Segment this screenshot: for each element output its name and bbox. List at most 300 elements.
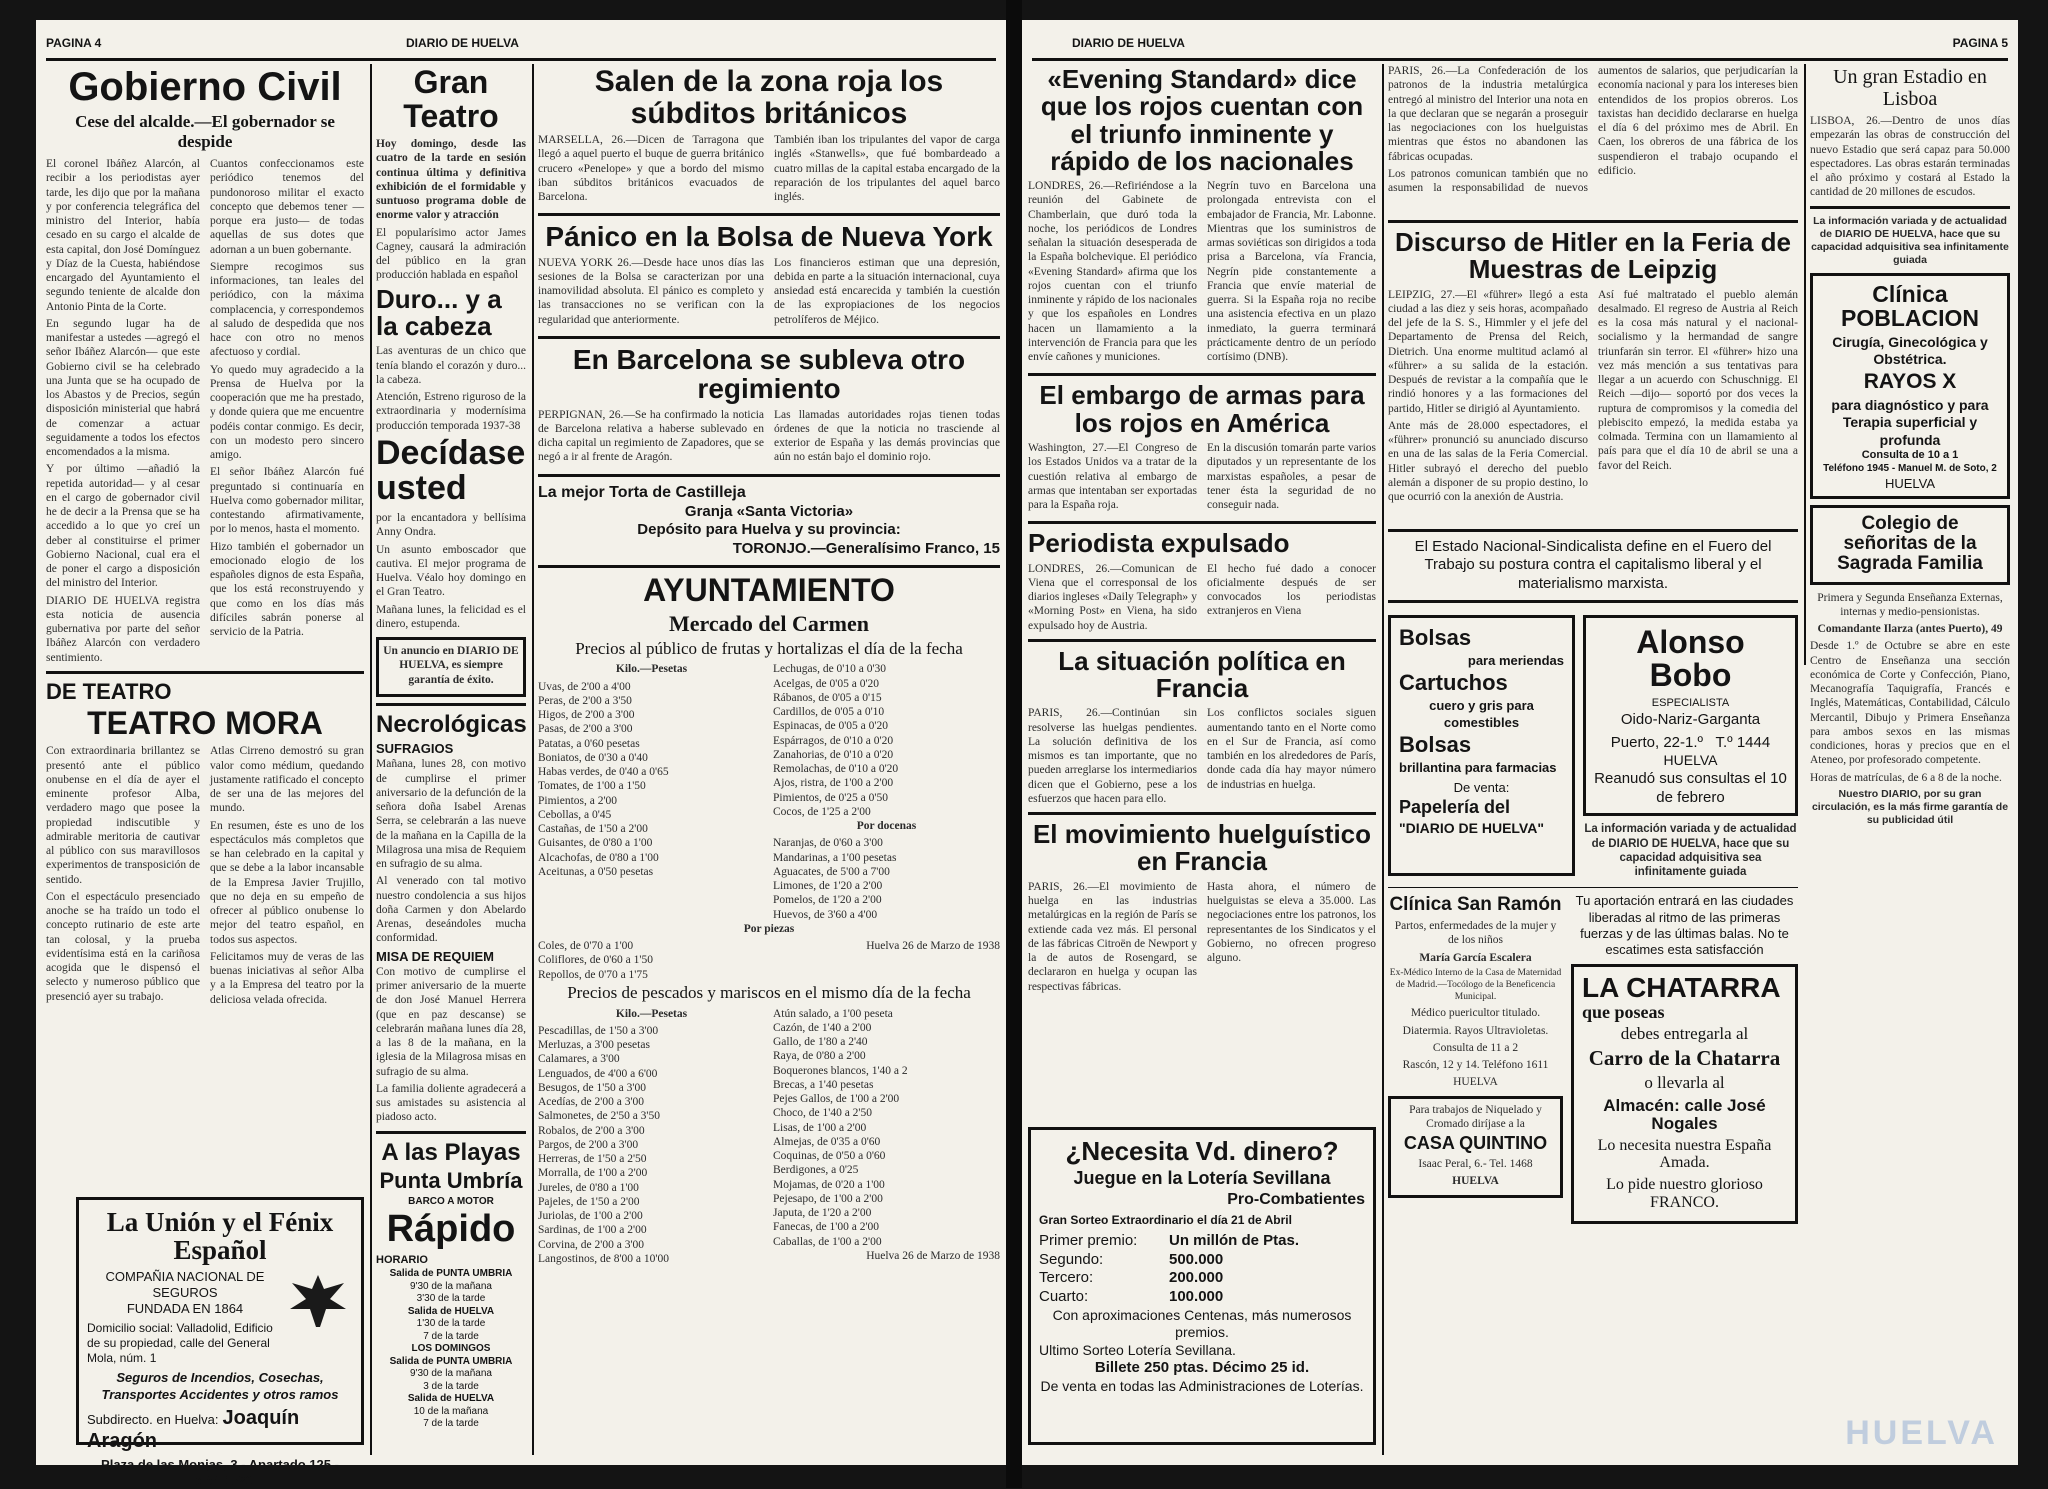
- paragraph: Las aventuras de un chico que tenía blando el corazón y duro... la cabeza.: [376, 345, 526, 386]
- ad-line: T.º 1444: [1715, 733, 1771, 751]
- page-header-right: [1032, 28, 2008, 61]
- price-row: Habas verdes, de 0'40 a 0'65: [538, 766, 669, 779]
- ad-line: Carro de la Chatarra: [1588, 1046, 1781, 1071]
- column-news-right: [1028, 64, 1376, 1457]
- schedule: 7 de la tarde: [423, 1330, 479, 1342]
- price-row: Berdigones, a 0'25: [773, 1164, 859, 1177]
- ad-line: HUELVA: [1663, 752, 1718, 769]
- ad-line: Isaac Peral, 6.- Tel. 1468: [1418, 1157, 1533, 1170]
- torta-line: Depósito para Huelva y su provincia:: [637, 521, 901, 539]
- ad-subdirector: Joaquín Aragón: [87, 1406, 300, 1452]
- ad-line: Cirugía, Ginecológica y Obstétrica.: [1832, 333, 1988, 368]
- price-row: Alcachofas, de 0'80 a 1'00: [538, 851, 659, 864]
- section-misa: MISA DE REQUIEM: [376, 948, 494, 964]
- headline-teatro-mora: TEATRO MORA: [87, 704, 323, 741]
- price-row: Limones, de 1'20 a 2'00: [773, 880, 883, 893]
- phoenix-eagle-icon: [283, 1269, 353, 1367]
- paragraph: LONDRES, 26.—Comunican de Viena que el corresponsal de los diarios ingleses «Daily Telegraph» y «Morning Post» en Viena, ha sido expulsado hoy de Austria.: [1028, 562, 1197, 632]
- paragraph: PERPIGNAN, 26.—Se ha confirmado la noticia de Barcelona relativa a haberse sublevado en dicha capital un regimiento de Zapadores, que se negó a ir al frente de Aragón.: [538, 408, 764, 464]
- ad-alonso-bobo: [1583, 615, 1798, 816]
- paragraph: LEIPZIG, 27.—El «führer» llegó a esta ciudad a las diez y seis horas, acompañado del jefe de la S. S., Himmler y el jefe del Departamento de Prensa del Reich, Dietrich. Una enorme multitud aclamó al «führer» a su salida de la estación. Después de revistar a la compañía que le rindió honores y a las formaciones del partido, Hitler se dirigió al Ayuntamiento.: [1388, 288, 1588, 415]
- prize-row: [1039, 1251, 1365, 1270]
- ad-colegio: [1810, 505, 2010, 585]
- price-table-pescados: [538, 1007, 1000, 1267]
- prize-row: [1039, 1269, 1365, 1288]
- price-row: Lisas, de 1'00 a 2'00: [773, 1121, 867, 1134]
- price-row: Aceitunas, a 0'50 pesetas: [538, 865, 654, 878]
- prize-label: Cuarto:: [1039, 1288, 1089, 1306]
- schedule: 7 de la tarde: [423, 1418, 479, 1430]
- horario: HORARIO: [376, 1254, 428, 1267]
- info-box: La información variada y de actualidad de DIARIO DE HUELVA, hace que su capacidad adquisitiva sea infinitamente guiada: [1584, 823, 1797, 879]
- divider: [1028, 639, 1376, 642]
- headline-a-las-playas: A las Playas: [381, 1138, 521, 1166]
- ad-line: Billete 250 ptas. Décimo 25 id.: [1094, 1359, 1310, 1377]
- prize-value: 200.000: [1169, 1269, 1224, 1287]
- paragraph: Yo quedo muy agradecido a la Prensa de Huelva por la cooperación que me ha prestado, y donde quiera que me encuentre podéis contar conmigo. Es decir, con un modesto pero sincero amigo.: [210, 363, 364, 461]
- prize-value: 500.000: [1169, 1250, 1224, 1268]
- ad-line: María García Escalera: [1419, 951, 1532, 964]
- ad-line: Teléfono 1945 - Manuel M. de Soto, 2: [1823, 463, 1997, 475]
- ad-address: Plaza de las Monjas, 3 - Apartado 125 - Teléf. 1520: [101, 1456, 339, 1489]
- ad-line: HUELVA: [1452, 1175, 1499, 1188]
- column-news-left: [538, 64, 1000, 1457]
- paragraph: Hoy domingo, desde las cuatro de la tarde en sesión continua última y definitiva exhibición de el formidable y suntuoso programa doble de enorme valor y atracción: [376, 138, 526, 222]
- schedule: 9'30 de la mañana: [410, 1280, 492, 1292]
- price-row: Espárragos, de 0'10 a 0'20: [773, 734, 894, 747]
- price-row: Boniatos, de 0'30 a 0'40: [538, 751, 648, 764]
- ad-line: Para trabajos de Niquelado y Cromado diríjase a la: [1409, 1103, 1542, 1130]
- column-gran-teatro: [376, 64, 526, 1457]
- headline-situacion-francia: La situación política en Francia: [1058, 645, 1346, 704]
- price-row: Pomelos, de 1'20 a 2'00: [773, 894, 882, 907]
- ad-line: Diatermia. Rayos Ultravioletas.: [1402, 1024, 1549, 1037]
- prize-value: Un millón de Ptas.: [1169, 1231, 1300, 1249]
- price-row: Patatas, a 0'60 pesetas: [538, 737, 640, 750]
- price-row: Gallo, de 1'80 a 2'40: [773, 1036, 868, 1049]
- column-rule: [1382, 64, 1384, 1455]
- price-row: Castañas, de 1'50 a 2'00: [538, 823, 648, 836]
- paragraph: Washington, 27.—El Congreso de los Estados Unidos va a tratar de la cuestión relativa al embargo de armas que intentaban ser exportadas para la España roja.: [1028, 442, 1197, 512]
- price-row: Guisantes, de 0'80 a 1'00: [538, 837, 653, 850]
- headline-embargo: El embargo de armas para los rojos en América: [1039, 380, 1365, 438]
- ad-line: HUELVA: [1884, 475, 1936, 491]
- paragraph: Con motivo de cumplirse el primer aniversario de la muerte de don José Manuel Herrera (que en paz descanse) se celebrarán mañana lunes día 28, a las 8 de la mañana, en la iglesia de la Milagrosa misas en sufragio de su alma.: [376, 965, 526, 1078]
- ad-line: Pro-Combatientes: [1227, 1191, 1365, 1209]
- divider: [538, 474, 1000, 477]
- prize-row: [1039, 1288, 1365, 1307]
- subhead-cese-alcalde: Cese del alcalde.—El gobernador se despide: [75, 112, 335, 151]
- price-row: Cardillos, de 0'05 a 0'10: [773, 706, 885, 719]
- ad-line: Cartuchos: [1399, 670, 1508, 696]
- paragraph: Hasta ahora, el número de huelguistas se eleva a 35.000. Las negociaciones entre los patronos, los representantes de los Sindicatos y el Gobierno, no ofrecen progreso alguno.: [1207, 880, 1376, 965]
- table-header: Por docenas: [856, 820, 917, 833]
- ad-diario-text: Un anuncio en DIARIO DE HUELVA, es siempre garantía de éxito.: [383, 645, 519, 686]
- headline-huelguistico: El movimiento huelguístico en Francia: [1032, 819, 1372, 877]
- divider: [1028, 521, 1376, 524]
- ad-line: debes entregarla al: [1620, 1023, 1749, 1043]
- price-list: [538, 680, 765, 880]
- feature-decidase: Decídase usted: [376, 433, 526, 508]
- divider: [1028, 373, 1376, 376]
- paragraph: NUEVA YORK 26.—Desde hace unos días las sesiones de la Bolsa se caracterizan por una inamovilidad absoluta. El pánico es completo y las transacciones no se verifican con la regularidad que anteriormente.: [538, 256, 764, 326]
- page-header-left: [46, 28, 996, 61]
- aportacion: Tu aportación entrará en las ciudades liberadas al ritmo de las primeras fuerzas y de las últimas balas. No te escatimes esta satisfacción: [1575, 893, 1794, 958]
- divider: [538, 565, 1000, 568]
- kicker-de-teatro: DE TEATRO: [46, 678, 172, 704]
- paragraph: El popularísimo actor James Cagney, causará la admiración del público en la gran producción hablada en español: [376, 226, 526, 282]
- paragraph: Negrín tuvo en Barcelona una prolongada entrevista con el embajador de Francia, Mr. Labonne. Mientras que los suministros de armas soviéticas son dirigidos a toda prisa a Barcelona, vía Francia, Negrín pide constantemente a Francia que envíe material de guerra. Si la España roja no recibe una asistencia efectiva en un plazo inmediato, la guerra terminará prácticamente dentro de un período cortísimo (DNB).: [1207, 180, 1376, 364]
- headline-lisboa: Un gran Estadio en Lisboa: [1833, 66, 1987, 110]
- paragraph: LISBOA, 26.—Dentro de unos días empezarán las obras de construcción del nuevo Estadio que será capaz para 50.000 espectadores. Las obras estarán terminadas el año próximo y costará al Estado la cantidad de 20 millones de escudos.: [1810, 115, 2010, 199]
- price-row: Caballas, de 1'00 a 2'00: [773, 1235, 882, 1248]
- ad-san-ramon-title: Clínica San Ramón: [1389, 894, 1562, 916]
- paragraph: PARIS, 26.—Continúan sin resolverse las huelgas pendientes. La solución definitiva de los mismos es tan importante, que no pueden arreglarse los intermediarios dicen que el Gobierno, pese a los esfuerzos que hacen para ello.: [1028, 707, 1197, 805]
- price-row: Langostinos, de 8'00 a 10'00: [538, 1252, 669, 1265]
- price-row: Mandarinas, a 1'00 pesetas: [773, 851, 897, 864]
- paragraph: Horas de matrículas, de 6 a 8 de la noche.: [1810, 771, 2002, 784]
- ad-title: CASA QUINTINO: [1403, 1133, 1548, 1154]
- column-rule: [1804, 64, 1806, 665]
- paragraph: PARIS, 26.—El movimiento de huelga en las industrias metalúrgicas en la región de París se extiende cada vez más. El personal de las fábricas Citroën de Newport y la de autos de Rosengard, se declararon en huelga y ocupan las respectivas fábricas.: [1028, 880, 1197, 993]
- table-header: Por piezas: [743, 922, 795, 935]
- ad-line: o llevarla al: [1644, 1073, 1725, 1093]
- ad-line: Papelería del: [1399, 797, 1511, 818]
- paragraph: Atención, Estreno riguroso de la extraordinaria y modernísima producción temporada 1937-38: [376, 391, 526, 432]
- ad-line: De venta en todas las Administraciones de Loterías.: [1040, 1378, 1364, 1395]
- price-row: Tomates, de 1'00 a 1'50: [538, 780, 646, 793]
- ad-chatarra: [1571, 964, 1798, 1224]
- price-row: Pimientos, a 2'00: [538, 794, 618, 807]
- price-row: Remolachas, de 0'10 a 0'20: [773, 763, 899, 776]
- paragraph: Así fué maltratado el pueblo alemán desalmado. El regreso de Austria al Reich es la cosa más natural y el nacional-socialismo y la hermandad de sangre triunfarán sin terror. El «führer» hizo una vez más mención a sus tentativas para llegar a un acuerdo con Schuschnigg. El Reich —dijo— soportó por dos veces la ruptura de compromisos y la comedia del plebiscito empezó, la medida estaba ya colmada. Termina con un llamamiento al país para que el día 10 de abril se una a favor del Reich.: [1598, 288, 1798, 472]
- price-row: Pescadillas, de 1'50 a 3'00: [538, 1024, 659, 1037]
- ad-union-fenix: [76, 1197, 364, 1489]
- ad-line: Lo necesita nuestra España Amada.: [1597, 1136, 1772, 1172]
- paragraph: Y por último —añadió la repetida autoridad— y al cesar en el cargo de gobernador civil he de decir a la Prensa que se ha accedido a lo que yo creí un deber al constituirse el primer Gobierno Nacional, cual era el de poner el cargo a disposición del ministro del Interior.: [46, 463, 200, 590]
- prize-label: Primer premio:: [1039, 1231, 1138, 1249]
- paragraph: Mañana, lunes 28, con motivo de cumplirse el primer aniversario de la defunción de la señora doña Isabel Arenas Serra, se celebrarán a las nueve de la mañana en la Capilla de la Milagrosa una misa de Requiem en sufragio de su alma.: [376, 758, 526, 871]
- headline-hitler: Discurso de Hitler en la Feria de Muestras de Leipzig: [1395, 227, 1791, 285]
- paragraph: Un asunto emboscador que cautiva. El mejor programa de Huelva. Véalo hoy domingo en el Gran Teatro.: [376, 543, 526, 599]
- price-list: [773, 1007, 1000, 1249]
- ad-line: Almacén: calle José Nogales: [1603, 1096, 1766, 1133]
- price-row: Coles, de 0'70 a 1'00: [538, 940, 634, 953]
- paragraph: Siempre recogimos sus informaciones, tan leales del periódico, con la máxima complacencia, y correspondemos al saludo de despedida que nos hace con otro no menos afectuoso y cordial.: [210, 260, 364, 359]
- schedule: Salida de PUNTA UMBRIA: [389, 1355, 513, 1367]
- paragraph: Con el espectáculo presenciado anoche se ha traído un todo el concepto rutinario de este arte tan colosal, y la prueba evidentísima está en la cariñosa acogida que le dispensó el selecto y numeroso público que presenció ayer su trabajo.: [46, 890, 200, 1003]
- ad-title: Clínica POBLACION: [1841, 280, 1979, 331]
- ad-line: Consulta de 10 a 1: [1861, 449, 1959, 462]
- page-number: PAGINA 4: [46, 36, 102, 50]
- price-row: Japuta, de 1'20 a 2'00: [773, 1207, 872, 1220]
- schedule: LOS DOMINGOS: [411, 1343, 491, 1355]
- page-left: [36, 20, 1006, 1489]
- ad-clinica-poblacion: [1810, 273, 2010, 499]
- page-right: [1022, 20, 2018, 1465]
- paragraph: En resumen, éste es uno de los espectáculos más completos que se han celebrado en la capital y que se debe a la labor incansable de la Empresa Javier Trujillo, que no deja en su empeño de ofrecer al público onubense lo mejor del teatro español, en todos sus aspectos.: [210, 819, 364, 946]
- price-row: Pimientos, de 0'25 a 0'50: [773, 791, 888, 804]
- paragraph: El señor Ibáñez Alarcón fué preguntado si continuaría en Huelva como gobernador militar, contestando afirmativamente, por lo menos, hasta el momento.: [210, 466, 364, 536]
- ad-line: brillantina para farmacias: [1399, 759, 1557, 775]
- article-gobierno-body: [46, 157, 364, 665]
- price-row: Aguacates, de 5'00 a 7'00: [773, 865, 890, 878]
- estado-nacional: El Estado Nacional-Sindicalista define en el Fuero del Trabajo su postura contra el capitalismo liberal y el materialismo marxista.: [1414, 537, 1772, 593]
- ad-insurance: Seguros de Incendios, Cosechas, Transportes Accidentes y otros ramos: [101, 1370, 339, 1402]
- divider: [538, 336, 1000, 339]
- table-header: Kilo.—Pesetas: [615, 1007, 688, 1020]
- ad-line: Juegue en la Lotería Sevillana: [1073, 1168, 1331, 1189]
- price-row: Zanahorias, de 0'10 a 0'20: [773, 748, 894, 761]
- ad-title: LA CHATARRA: [1582, 972, 1781, 1004]
- paragraph: El hecho fué dado a conocer oficialmente después de ser convocados los periodistas extranjeros en Viena: [1207, 562, 1376, 618]
- ad-line: Médico puericultor titulado.: [1410, 1007, 1541, 1020]
- price-row: Almejas, de 0'35 a 0'60: [773, 1135, 881, 1148]
- headline-evening-standard: «Evening Standard» dice que los rojos cuentan con el triunfo inminente y rápido de los nacionales: [1040, 64, 1364, 176]
- price-list: [773, 836, 1000, 922]
- date: Huelva 26 de Marzo de 1938: [866, 940, 1000, 953]
- torta-line: Granja «Santa Victoria»: [684, 502, 854, 520]
- price-row: Lechugas, de 0'10 a 0'30: [773, 663, 887, 676]
- paragraph: En segundo lugar ha de manifestar a ustedes —agregó el señor Ibáñez Alarcón— que este Gobierno civil se ha celebrado una Junta que se ha ocupado de los Abastos y de Precios, según disposición ministerial que habrá de comenzar a actuar seguidamente a todos los efectos encomendados a la misma.: [46, 317, 200, 458]
- ad-line: ESPECIALISTA: [1651, 697, 1730, 710]
- price-row: Robalos, de 2'00 a 3'00: [538, 1124, 645, 1137]
- info-box: Nuestro DIARIO, por su gran circulación, es la más firme garantía de su publicidad útil: [1811, 787, 2009, 826]
- torta-line: TORONJO.—Generalísimo Franco, 15: [732, 540, 1000, 558]
- price-row: Jureles, de 0'80 a 1'00: [538, 1181, 639, 1194]
- price-row: Fanecas, de 1'00 a 2'00: [773, 1221, 880, 1234]
- price-row: Merluzas, a 3'00 pesetas: [538, 1039, 650, 1052]
- price-row: Pasas, de 2'00 a 3'00: [538, 723, 633, 736]
- price-list: [538, 939, 765, 982]
- price-row: Huevos, de 3'60 a 4'00: [773, 908, 878, 921]
- price-row: Coquinas, de 0'50 a 0'60: [773, 1150, 886, 1163]
- schedule: 1'30 de la tarde: [416, 1318, 486, 1330]
- price-table-frutas: [538, 662, 1000, 922]
- price-row: Repollos, de 0'70 a 1'75: [538, 968, 648, 981]
- divider: [1028, 812, 1376, 815]
- page-number: PAGINA 5: [1952, 36, 2008, 50]
- schedule: Salida de HUELVA: [407, 1305, 495, 1317]
- paragraph: Felicitamos muy de veras de las buenas iniciativas al señor Alba y a la Empresa del teatro por la deliciosa velada ofrecida.: [210, 950, 364, 1006]
- torta-line: La mejor Torta de Castilleja: [538, 483, 746, 501]
- paragraph: DIARIO DE HUELVA registra esta noticia de ausencia gubernativa por parte del señor Ibáñez Alarcón con verdadero sentimiento.: [46, 594, 200, 664]
- ad-title: ¿Necesita Vd. dinero?: [1065, 1136, 1339, 1166]
- ad-title: Colegio de señoritas de la Sagrada Familia: [1837, 512, 1983, 574]
- ad-bolsas: [1388, 615, 1575, 876]
- paragraph: por la encantadora y bellísima Anny Ondra.: [376, 512, 526, 539]
- ad-line: Puerto, 22-1.º: [1610, 733, 1703, 751]
- newspaper-name: DIARIO DE HUELVA: [406, 36, 519, 50]
- newspaper-name: DIARIO DE HUELVA: [1072, 36, 1185, 50]
- divider: [1810, 206, 2010, 209]
- boat-name: Rápido: [386, 1208, 516, 1251]
- paragraph: Cuantos confeccionamos este periódico tenemos del pundonoroso militar el exacto concepto que debemos tener —porque era justo— de todas aquellas de sus dotes que adornan a un buen gobernante.: [210, 158, 364, 256]
- price-row: Ajos, ristra, de 1'00 a 2'00: [773, 777, 894, 790]
- date: Huelva 26 de Marzo de 1938: [866, 1249, 1000, 1262]
- section-sufragios: SUFRAGIOS: [376, 741, 454, 757]
- price-row: Sardinas, de 1'00 a 2'00: [538, 1224, 647, 1237]
- price-row: Acedías, de 2'00 a 3'00: [538, 1096, 645, 1109]
- column-gobierno: [46, 64, 364, 1489]
- precios-pescados: Precios de pescados y mariscos en el mismo día de la fecha: [567, 982, 971, 1002]
- paragraph: LONDRES, 26.—Refiriéndose a la reunión del Gabinete de Chamberlain, que duró toda la noche, los periódicos de Londres señalan la situación desesperada de la España bolchevique. El periódico «Evening Standard» afirma que los rojos cuentan con el triunfo inminente y rápido de los nacionales y que los españoles en Londres hacen un llamamiento a la intervención de Francia para que les envíe cañones y municiones.: [1028, 180, 1197, 364]
- price-row: Corvina, de 2'00 a 3'00: [538, 1238, 645, 1251]
- headline-gran-teatro: Gran Teatro: [403, 64, 499, 134]
- ad-title: Alonso Bobo: [1636, 623, 1745, 694]
- paragraph: Hizo también el gobernador un emocionado elogio de los españoles dignos de esta España, que los está reconstruyendo y que como en los días más difíciles sabrán ponerse al servicio de la Patria.: [210, 540, 364, 638]
- divider: [1388, 600, 1798, 603]
- price-row: Peras, de 2'00 a 3'50: [538, 694, 632, 707]
- price-row: Pejes Gallos, de 1'00 a 2'00: [773, 1093, 900, 1106]
- paragraph: Los financieros estiman que una depresión, debida en parte a la situación internacional, cuya ansiedad está encarecida y también la cuestión de las expropiaciones de los negocios petrolíferos de Méjico.: [774, 256, 1000, 326]
- ad-subdirector-label: Subdirecto. en Huelva:: [87, 1411, 219, 1427]
- paragraph: También iban los tripulantes del vapor de carga inglés «Stanwells», que fué bombardeado a cuatro millas de la capital estaba encargado de la reparación de los tripulantes del aquel barco inglés.: [774, 134, 1000, 203]
- schedule: 3 de la tarde: [423, 1380, 479, 1392]
- article-patronos: [1388, 64, 1798, 214]
- paragraph: Los patronos comunican también que no asumen la responsabilidad de nuevos aumentos de salarios, que perjudicarían la economía nacional y para los intereses bien entendidos de los propios obreros. Los taxistas han decidido declararse en huelga el día 6 del próximo mes de Abril. En Caen, los obreros de una fábrica de los suspendieron el trabajo ocupando el edificio.: [1388, 65, 1798, 194]
- ad-line: para diagnóstico y para Terapia superficial y profunda: [1831, 396, 1989, 448]
- schedule: 9'30 de la mañana: [410, 1368, 492, 1380]
- paragraph: Primera y Segunda Enseñanza Externas, internas y medio-pensionistas.: [1817, 591, 2003, 618]
- info-box: La información variada y de actualidad de DIARIO DE HUELVA, hace que su capacidad adquisitiva sea infinitamente guiada: [1811, 214, 2009, 266]
- ad-line: cuero y gris para comestibles: [1429, 698, 1534, 730]
- ad-line: Ultimo Sorteo Lotería Sevillana.: [1039, 1341, 1236, 1358]
- paragraph: Las llamadas autoridades rojas tienen todas órdenes de que la noticia no trasciende al exterior de España y las demás provincias que aún no están bajo el dominio rojo.: [774, 408, 1000, 464]
- ad-loteria: [1028, 1127, 1376, 1445]
- ad-title: La Unión y el Fénix Español: [106, 1207, 334, 1266]
- price-row: Lenguados, de 4'00 a 6'00: [538, 1067, 658, 1080]
- ad-line: Lo pide nuestro glorioso FRANCO.: [1606, 1176, 1763, 1211]
- divider: [46, 671, 364, 674]
- price-row: Atún salado, a 1'00 peseta: [773, 1007, 893, 1020]
- ad-line: Bolsas: [1399, 731, 1472, 757]
- price-row: Choco, de 1'40 a 2'50: [773, 1107, 873, 1120]
- ad-line: "DIARIO DE HUELVA": [1399, 820, 1544, 837]
- price-row: Cebollas, a 0'45: [538, 808, 612, 821]
- schedule: 3'30 de la tarde: [416, 1293, 486, 1305]
- ad-line: Rascón, 12 y 14. Teléfono 1611: [1402, 1059, 1549, 1072]
- divider: [376, 1131, 526, 1134]
- prize-row: [1039, 1232, 1365, 1251]
- paragraph: Comandante Ilarza (antes Puerto), 49: [1817, 623, 2003, 636]
- price-row: Cocos, de 1'25 a 2'00: [773, 805, 871, 818]
- price-row: Boquerones blancos, 1'40 a 2: [773, 1064, 908, 1077]
- divider: [538, 213, 1000, 216]
- ad-line: De venta:: [1453, 780, 1510, 796]
- price-row: Higos, de 2'00 a 3'00: [538, 709, 635, 722]
- price-row: Herreras, de 1'50 a 2'50: [538, 1153, 647, 1166]
- price-row: Pajeles, de 1'50 a 2'00: [538, 1195, 640, 1208]
- headline-britanicos: Salen de la zona roja los súbditos británicos: [594, 65, 944, 130]
- divider: [376, 703, 526, 706]
- table-header: Kilo.—Pesetas: [615, 663, 688, 676]
- prize-value: 100.000: [1169, 1288, 1224, 1306]
- paragraph: Mañana lunes, la felicidad es el dinero, estupenda.: [376, 603, 526, 630]
- price-row: Salmonetes, de 2'50 a 3'50: [538, 1110, 660, 1123]
- price-row: Juriolas, de 1'00 a 2'00: [538, 1210, 643, 1223]
- schedule: Salida de HUELVA: [407, 1393, 495, 1405]
- paragraph: El coronel Ibáñez Alarcón, al recibir a los periodistas ayer tarde, les dijo que por la mañana y por conferencia telegráfica del ministro del Interior, había cesado en su cargo el alcalde de esta capital, don José Domínguez y Díaz de la Cuesta, habiéndose encargado del Ayuntamiento el segundo teniente de alcalde don Antonio Pinta de la Corte.: [46, 158, 200, 313]
- paragraph: Al venerado con tal motivo nuestro condolencia a sus hijos doña Carmen y don Abelardo Arenas, deseándoles mucha conformidad.: [376, 875, 526, 945]
- price-row: Coliflores, de 0'60 a 1'50: [538, 954, 653, 967]
- paragraph: PARIS, 26.—La Confederación de los patronos de la industria metalúrgica entregó al ministro del Interior una nota en la que declaran que se negarán a proseguir las negociaciones con los huelguistas mientras que éstos no abandonen las fábricas ocupadas.: [1388, 65, 1588, 163]
- ad-line: Bolsas: [1399, 624, 1472, 650]
- column-ads-right: [1810, 64, 2010, 1457]
- divider: [1388, 529, 1798, 532]
- headline-ayuntamiento: AYUNTAMIENTO: [643, 571, 895, 608]
- ad-line: Con aproximaciones Centenas, más numerosos premios.: [1052, 1306, 1352, 1341]
- column-middle-right: [1388, 64, 1798, 1457]
- headline-periodista: Periodista expulsado: [1028, 528, 1290, 559]
- column-rule: [370, 64, 372, 1455]
- ad-line: Partos, enfermedades de la mujer y de los niños: [1394, 920, 1557, 947]
- paragraph: Los conflictos sociales siguen aumentando tanto en el Norte como en el Sur de Francia, así como también en los alrededores de París, donde cada día hay mayor número de industrias en huelga.: [1207, 707, 1376, 791]
- ad-line: que poseas: [1582, 1001, 1665, 1022]
- price-row: Cazón, de 1'40 a 2'00: [773, 1021, 872, 1034]
- watermark: HUELVA: [1845, 1414, 1998, 1452]
- article-teatro-body: [46, 744, 364, 1008]
- ad-sorteo: Gran Sorteo Extraordinario el día 21 de Abril: [1039, 1212, 1292, 1227]
- subhead-mercado: Mercado del Carmen: [669, 610, 869, 636]
- price-row: Mojamas, de 0'20 a 1'00: [773, 1178, 885, 1191]
- headline-barcelona: En Barcelona se subleva otro regimiento: [572, 343, 966, 405]
- barco-motor: BARCO A MOTOR: [408, 1195, 494, 1207]
- paragraph: Desde 1.º de Octubre se abre en este Centro de Enseñanza una sección económica de Corte y Confección, Piano, Mecanografía Taquigrafía, Francés e Inglés, Matemáticas, Contabilidad, Cálculo Mercantil, Dibujo y Primera Enseñanza para ambos sexos en las mismas condiciones, horas y precios que en el Ateneo, por profesorado competente.: [1810, 640, 2010, 767]
- price-list: [538, 1024, 765, 1266]
- ad-line: Reanudó sus consultas el 10 de febrero: [1594, 769, 1787, 806]
- ad-line: Oido-Nariz-Garganta: [1620, 710, 1761, 728]
- headline-necrologicas: Necrológicas: [376, 710, 527, 738]
- punta-umbria: Punta Umbría: [379, 1167, 523, 1193]
- divider: [1388, 220, 1798, 223]
- ad-line: para meriendas: [1467, 652, 1564, 668]
- ad-casa-quintino: [1388, 1096, 1563, 1199]
- prize-label: Segundo:: [1039, 1250, 1104, 1268]
- column-rule: [532, 64, 534, 1455]
- price-row: Espinacas, de 0'05 a 0'20: [773, 720, 888, 733]
- feature-duro: Duro... y a la cabeza: [376, 283, 502, 341]
- ad-line: RAYOS X: [1863, 369, 1957, 393]
- headline-gobierno-civil: Gobierno Civil: [68, 65, 342, 109]
- schedule: Salida de PUNTA UMBRIA: [389, 1268, 513, 1280]
- price-row: Calamares, a 3'00: [538, 1053, 620, 1066]
- ad-domicile: Domicilio social: Valladolid, Edificio de su propiedad, calle del General Mola, núm. 1: [87, 1321, 273, 1366]
- divider: [1388, 887, 1798, 888]
- price-row: Raya, de 0'80 a 2'00: [773, 1050, 866, 1063]
- ad-torta: [538, 483, 1000, 559]
- paragraph: Ante más de 28.000 espectadores, el «führer» pronunció su anunciado discurso en una de las salas de la Feria Comercial. Hitler subrayó el derecho del pueblo alemán a disponer de su propio destino, lo que ocurrió con la anexión de Austria.: [1388, 419, 1588, 504]
- price-row: Brecas, a 1'40 pesetas: [773, 1078, 874, 1091]
- precios-frutas: Precios al público de frutas y hortalizas el día de la fecha: [575, 638, 963, 658]
- price-row: Naranjas, de 0'60 a 3'00: [773, 837, 883, 850]
- price-row: Pargos, de 2'00 a 3'00: [538, 1138, 639, 1151]
- paragraph: La familia doliente agradecerá a sus amistades su asistencia al piadoso acto.: [376, 1082, 526, 1124]
- paragraph: Atlas Cirreno demostró su gran valor como médium, quedando justamente ratificado el concepto de ser una de las mejores del mundo.: [210, 745, 364, 815]
- ad-founded: FUNDADA EN 1864: [126, 1301, 244, 1317]
- prize-table: [1039, 1232, 1365, 1307]
- paragraph: Con extraordinaria brillantez se presentó ante el público onubense en el día de ayer el eminente profesor Alba, verdadero mago que posee la propiedad indiscutible y admirable meritoria de cautivar al público con sus maravillosos experimentos de transposición de sentido.: [46, 745, 200, 886]
- price-row: Acelgas, de 0'05 a 0'20: [773, 677, 880, 690]
- ad-line: HUELVA: [1453, 1076, 1498, 1089]
- price-row: Besugos, de 1'50 a 3'00: [538, 1081, 646, 1094]
- price-list: [773, 662, 1000, 819]
- price-row: Uvas, de 2'00 a 4'00: [538, 680, 631, 693]
- ad-line: Ex-Médico Interno de la Casa de Maternidad de Madrid.—Tocólogo de la Beneficencia Municipal.: [1389, 967, 1562, 1002]
- price-row: Rábanos, de 0'05 a 0'15: [773, 691, 882, 704]
- book-spine: [1006, 0, 1022, 1488]
- prize-label: Tercero:: [1039, 1269, 1094, 1287]
